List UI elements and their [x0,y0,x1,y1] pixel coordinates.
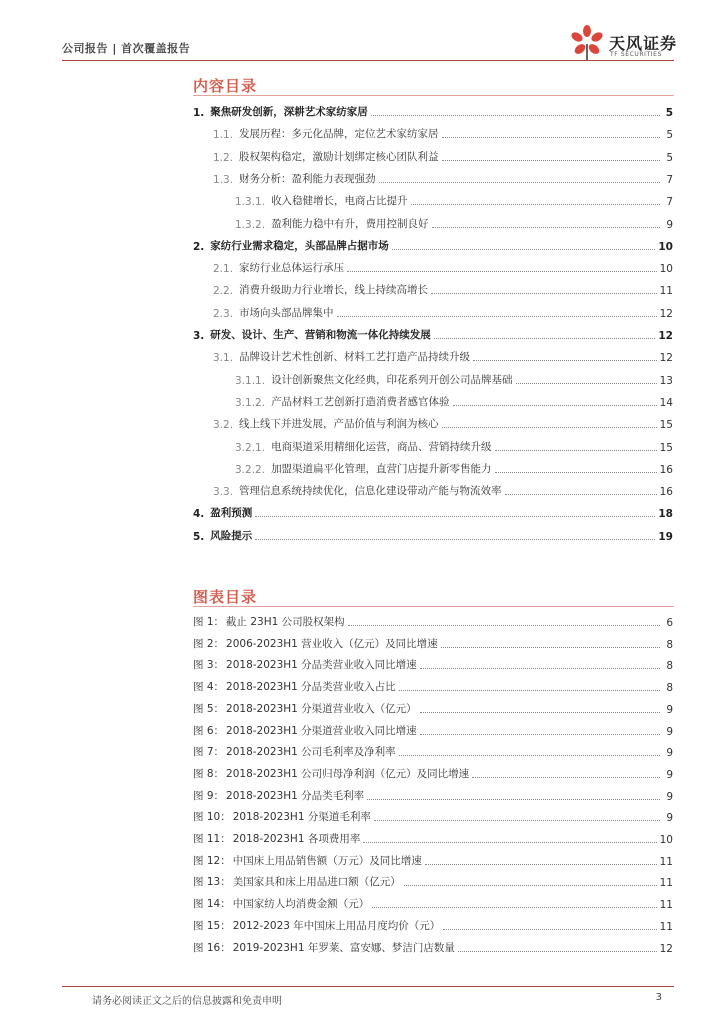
figure-entry[interactable] [193,678,673,694]
figure-entry[interactable] [193,873,673,889]
toc-entry-number: 4. [193,508,205,521]
toc-leader-dots [392,249,656,250]
toc-leader-dots [255,516,655,517]
figure-entry-label: 图 9： [193,789,225,802]
toc-entry-text: 财务分析：盈利能力表现强劲 [239,172,376,185]
figure-leader-dots [404,885,657,886]
figure-leader-dots [399,690,660,691]
figure-entry[interactable] [193,939,673,955]
toc-leader-dots [371,115,660,116]
flower-logo-icon [567,22,607,62]
toc-entry-number: 3.2.2. [235,463,266,476]
figure-entry-label: 图 3： [193,659,225,672]
figure-entry-page: 9 [666,703,673,716]
toc-leader-dots [255,539,655,540]
figure-entry[interactable] [193,722,673,738]
toc-entry-number: 3.1. [213,352,234,365]
toc-entry-number: 3.3. [213,486,234,499]
figure-leader-dots [367,799,660,800]
toc-entry-text: 产品材料工艺创新打造消费者感官体验 [271,395,450,408]
figure-entry-page: 9 [666,747,673,760]
figure-entry-label: 图 11： [193,833,231,845]
toc-entry[interactable] [213,281,673,297]
toc-entry-page: 16 [659,486,673,499]
toc-entry-page: 5 [666,151,673,164]
figure-entry-text: 2018-2023H1 分品类毛利率 [226,789,365,802]
figure-entry[interactable] [193,743,673,759]
toc-entry-page: 15 [659,441,673,454]
figure-entry-label: 图 8： [193,767,225,780]
figure-entry-page: 6 [666,617,673,629]
figure-entry-label: 图 13： [193,876,231,889]
figure-entry-text: 2019-2023H1 年罗莱、富安娜、梦洁门店数量 [232,941,455,954]
toc-leader-dots [495,450,657,451]
toc-entry-number: 1.1. [213,129,234,142]
toc-entry-page: 9 [666,218,673,231]
figure-leader-dots [425,864,657,865]
toc-entry[interactable] [235,438,673,454]
toc-entry-page: 7 [666,196,673,209]
toc-leader-dots [473,360,657,361]
figure-entry[interactable] [193,895,673,911]
toc-entry-number: 1.3. [213,173,234,186]
figure-entry-text: 2018-2023H1 各项费用率 [232,833,361,845]
toc-entry-text: 风险提示 [210,529,253,542]
toc-entry[interactable] [235,393,673,409]
figure-entry-page: 11 [659,899,673,912]
toc-entry-page: 12 [659,352,673,365]
logo-name: 天风证券 [609,34,678,53]
figure-leader-dots [420,734,660,735]
toc-entry-text: 家纺行业需求稳定，头部品牌占据市场 [210,239,389,252]
toc-entry-page: 11 [659,285,673,298]
toc-entry-number: 2. [193,240,205,253]
toc-leader-dots [434,338,656,339]
figure-leader-dots [348,625,660,626]
toc-entry-text: 管理信息系统持续优化，信息化建设带动产能与物流效率 [239,485,502,498]
toc-entry-text: 研发、设计、生产、营销和物流一体化持续发展 [210,329,431,341]
figure-entry-text: 中国床上用品销售额（万元）及同比增速 [232,854,422,867]
toc-entry-number: 1.2. [213,151,234,164]
figure-entry-page: 12 [659,942,673,955]
toc-entry-number: 5. [193,530,205,543]
figure-entry-text: 2006-2023H1 营业收入（亿元）及同比增速 [226,637,438,650]
toc-entry-text: 聚焦研发创新，深耕艺术家纺家居 [210,106,368,118]
figure-entry[interactable] [193,808,673,824]
figure-entry-text: 截止 23H1 公司股权架构 [226,616,345,628]
figure-entry-text: 2012-2023 年中国床上用品月度均价（元） [232,919,441,932]
figure-entry-page: 11 [659,920,673,933]
toc-entry[interactable] [193,237,673,253]
toc-leader-dots [411,204,660,205]
toc-title: 内容目录 [193,77,258,95]
toc-entry-text: 股权架构稳定，激励计划绑定核心团队利益 [239,150,439,163]
toc-entry[interactable] [213,415,673,431]
figure-entry-label: 图 16： [193,941,231,954]
toc-leader-dots [505,494,657,495]
toc-leader-dots [442,160,660,161]
figure-leader-dots [399,755,660,756]
toc-entry[interactable] [213,304,673,320]
toc-entry-page: 13 [659,374,673,387]
toc-entry-number: 2.3. [213,307,234,320]
figure-entry-text: 2018-2023H1 分渠道营业收入同比增速 [226,724,417,737]
figure-entry-label: 图 4： [193,681,225,694]
figure-leader-dots [420,712,660,713]
figure-entry-page: 10 [659,834,673,846]
toc-entry-number: 3. [193,330,205,342]
figure-entry-page: 9 [666,812,673,825]
toc-entry-number: 3.1.1. [235,374,266,387]
toc-leader-dots [347,271,657,272]
figure-entry-page: 8 [666,638,673,651]
toc-leader-dots [431,293,657,294]
toc-entry-text: 盈利能力稳中有升，费用控制良好 [271,217,429,230]
figure-entry-page: 9 [666,725,673,738]
toc-entry[interactable] [235,460,673,476]
toc-entry-number: 1.3.2. [235,218,266,231]
toc-leader-dots [495,472,657,473]
toc-entry-number: 1.3.1. [235,196,266,209]
toc-entry[interactable] [193,504,673,520]
figure-entry-text: 2018-2023H1 分品类营业收入同比增速 [226,659,417,672]
disclaimer-text: 请务必阅读正文之后的信息披露和免责申明 [92,996,282,1007]
figure-entry[interactable] [193,765,673,781]
logo-english-name: TF SECURITIES [610,51,662,58]
toc-entry-page: 12 [659,307,673,320]
figure-entry-label: 图 6： [193,724,225,737]
toc-entry-text: 加盟渠道扁平化管理，直营门店提升新零售能力 [271,462,492,475]
figure-entry-label: 图 7： [193,746,225,759]
toc-leader-dots [453,405,657,406]
toc-entry-number: 2.1. [213,263,234,276]
toc-entry-page: 14 [659,396,673,409]
figure-entry-page: 9 [666,790,673,803]
footer-divider [62,986,674,987]
toc-entry-text: 盈利预测 [210,507,253,520]
figure-entry-page: 8 [666,682,673,695]
toc-leader-dots [337,316,657,317]
toc-entry-number: 3.1.2. [235,396,266,409]
figure-entry[interactable] [193,917,673,933]
toc-entry-page: 16 [659,463,673,476]
figure-entry-label: 图 12： [193,854,231,867]
figure-entry[interactable] [193,613,673,629]
figure-entry-label: 图 14： [193,898,231,911]
toc-leader-dots [379,182,660,183]
company-logo [567,22,677,62]
figure-entry-page: 11 [659,877,673,890]
toc-leader-dots [442,427,657,428]
toc-entry[interactable] [213,148,673,164]
toc-entry-number: 1. [193,107,205,119]
report-type-label: 公司报告 | 首次覆盖报告 [62,42,191,55]
toc-entry[interactable] [213,259,673,275]
figure-entry[interactable] [193,700,673,716]
toc-entry-number: 3.2. [213,419,234,432]
toc-entry[interactable] [235,371,673,387]
toc-entry-page: 5 [666,129,673,142]
figure-leader-dots [441,647,660,648]
toc-entry[interactable] [213,348,673,364]
figure-leader-dots [420,668,660,669]
figure-entry-page: 8 [666,660,673,673]
figure-entry-label: 图 1： [193,616,225,628]
figure-entry-page: 9 [666,768,673,781]
figures-title: 图表目录 [193,588,258,606]
figure-entry-text: 2018-2023H1 公司归母净利润（亿元）及同比增速 [226,767,470,780]
toc-entry[interactable] [193,326,673,342]
figure-leader-dots [458,951,657,952]
figure-entry-text: 美国家具和床上用品进口额（亿元） [232,876,401,889]
figure-entry-label: 图 10： [193,811,231,824]
figure-entry-text: 2018-2023H1 公司毛利率及净利率 [226,746,396,759]
toc-entry-page: 18 [658,508,673,521]
figure-entry[interactable] [193,830,673,846]
toc-leader-dots [432,227,660,228]
figure-leader-dots [374,820,660,821]
toc-entry-text: 市场向头部品牌集中 [239,306,334,319]
figure-entry-page: 11 [659,855,673,868]
toc-entry[interactable] [235,192,673,208]
toc-leader-dots [516,383,657,384]
toc-entry-page: 7 [666,173,673,186]
toc-entry-text: 品牌设计艺术性创新、材料工艺打造产品持续升级 [239,351,471,364]
figure-entry[interactable] [193,787,673,803]
toc-entry[interactable] [193,527,673,543]
toc-entry-text: 收入稳健增长，电商占比提升 [271,195,408,208]
figure-entry[interactable] [193,852,673,868]
header-divider [62,60,674,61]
figure-leader-dots [363,842,656,843]
figure-entry[interactable] [193,635,673,651]
toc-entry[interactable] [213,482,673,498]
figure-leader-dots [443,929,656,930]
toc-entry[interactable] [213,125,673,141]
figure-entry-text: 2018-2023H1 分品类营业收入占比 [226,681,396,694]
toc-entry-text: 家纺行业总体运行承压 [239,262,345,275]
toc-entry[interactable] [193,103,673,119]
toc-entry-text: 电商渠道采用精细化运营，商品、营销持续升级 [271,440,492,453]
toc-entry-page: 5 [665,107,673,119]
figure-entry-text: 2018-2023H1 分渠道营业收入（亿元） [226,702,417,715]
toc-title-underline [193,95,674,96]
toc-entry-text: 线上线下并进发展，产品价值与利润为核心 [239,418,439,431]
toc-leader-dots [442,137,660,138]
figure-leader-dots [372,907,656,908]
figures-title-underline [193,606,674,607]
toc-entry-text: 发展历程：多元化品牌，定位艺术家纺家居 [239,128,439,141]
toc-entry-page: 15 [659,419,673,432]
toc-entry-page: 10 [658,240,673,253]
figure-entry[interactable] [193,656,673,672]
figure-entry-label: 图 15： [193,919,231,932]
figure-entry-label: 图 2： [193,637,225,650]
figure-entry-text: 2018-2023H1 分渠道毛利率 [232,811,371,824]
toc-entry-number: 3.2.1. [235,441,266,454]
figure-leader-dots [472,777,660,778]
toc-entry[interactable] [213,170,673,186]
toc-entry-page: 12 [658,330,673,342]
toc-entry[interactable] [235,215,673,231]
toc-entry-text: 设计创新聚焦文化经典，印花系列开创公司品牌基础 [271,373,513,386]
figure-entry-text: 中国家纺人均消费金额（元） [232,898,370,911]
figure-entry-label: 图 5： [193,702,225,715]
toc-entry-text: 消费升级助力行业增长，线上持续高增长 [239,284,429,297]
toc-entry-page: 10 [659,263,673,276]
page-number: 3 [655,992,662,1003]
toc-entry-number: 2.2. [213,285,234,298]
toc-entry-page: 19 [658,530,673,543]
